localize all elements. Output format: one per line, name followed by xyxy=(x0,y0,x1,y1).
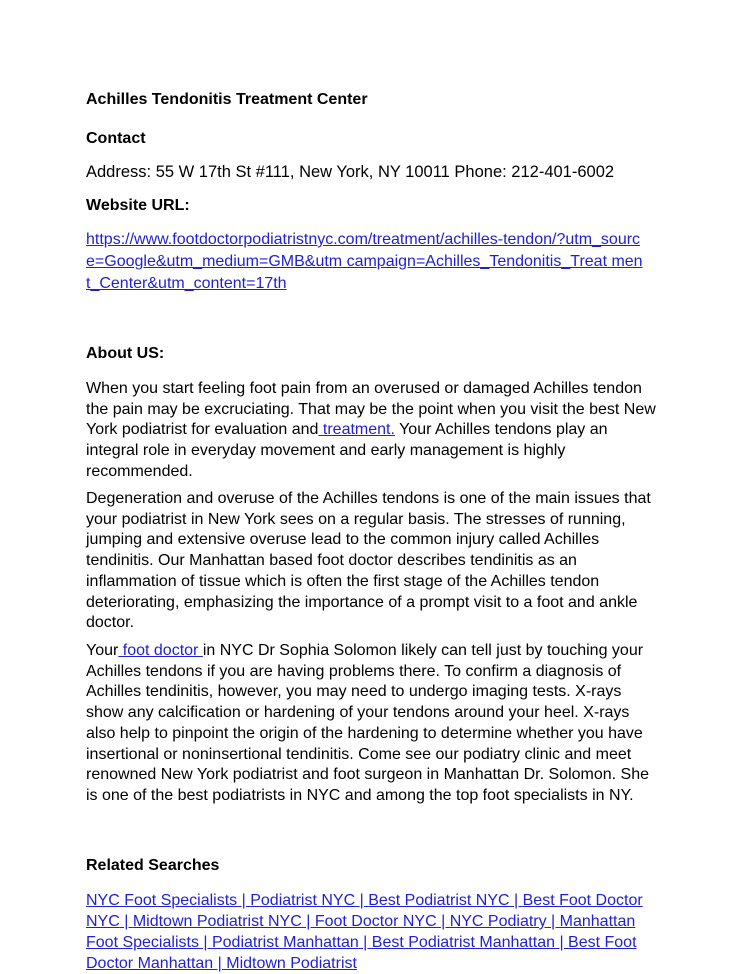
about-paragraph-3 xyxy=(86,641,656,807)
link-separator: | xyxy=(213,955,227,972)
link-separator: | xyxy=(436,913,450,930)
related-search-link[interactable]: Midtown Podiatrist NYC xyxy=(132,913,302,930)
link-separator: | xyxy=(555,934,569,951)
link-separator: | xyxy=(119,913,133,930)
website-heading: Website URL: xyxy=(86,197,190,214)
link-separator: | xyxy=(198,934,212,951)
document-title: Achilles Tendonitis Treatment Center xyxy=(86,91,368,108)
related-search-link[interactable]: Podiatrist NYC xyxy=(250,892,356,909)
contact-heading: Contact xyxy=(86,130,146,147)
website-url-link[interactable]: https://www.footdoctorpodiatristnyc.com/treatment/achilles-tendon/?utm_source=Google&utm_medium=GMB&utm campaign=Achilles_Tendonitis_Treat ment_Center&utm_content=17th xyxy=(86,231,643,292)
related-searches-heading: Related Searches xyxy=(86,857,220,874)
about-paragraph-2: Degeneration and overuse of the Achilles tendons is one of the main issues that your podiatrist in New York sees on a regular basis. The stresses of running, jumping and extensive overuse lead to the common injury called Achilles tendinitis. Our Manhattan based foot doctor describes tendinitis as an inflammation of tissue which is often the first stage of the Achilles tendon deteriorating, emphasizing the importance of a prompt visit to a foot and ankle doctor. xyxy=(86,490,651,632)
foot-doctor-link[interactable]: foot doctor xyxy=(118,642,203,659)
related-search-link[interactable]: Best Podiatrist Manhattan xyxy=(371,934,555,951)
paragraph-text: Your Achilles tendons play an integral role in everyday movement and early management is highly recommended. xyxy=(86,421,608,480)
link-separator: | xyxy=(358,934,372,951)
paragraph-text: Your xyxy=(86,642,119,659)
related-searches-links xyxy=(86,890,656,974)
related-search-link[interactable]: Podiatrist Manhattan xyxy=(211,934,359,951)
about-heading: About US: xyxy=(86,345,165,362)
link-separator: | xyxy=(546,913,560,930)
related-search-link[interactable]: Midtown Podiatrist xyxy=(226,955,357,972)
address-line: Address: 55 W 17th St #111, New York, NY 10011 Phone: 212-401-6002 xyxy=(86,163,615,181)
link-separator: | xyxy=(301,913,315,930)
related-search-link[interactable]: Best Podiatrist NYC xyxy=(368,892,510,909)
about-paragraph-1 xyxy=(86,379,656,483)
paragraph-text: in NYC Dr Sophia Solomon likely can tell just by touching your Achilles tendons if you are having problems there. To confirm a diagnosis of Achilles tendinitis, however, you may need to undergo imaging tests. X-rays show any calcification or hardening of your tendons around your heel. X-rays also help to pinpoint the origin of the hardening to determine whether you have insertional or noninsertional tendinitis. Come see our podiatry clinic and meet renowned New York podiatrist and foot surgeon in Manhattan Dr. Solomon. She is one of the best podiatrists in NYC and among the top foot specialists in NY. xyxy=(86,642,650,804)
related-search-link[interactable]: NYC Podiatry xyxy=(449,913,547,930)
related-search-link[interactable]: Manhattan Foot Specialists xyxy=(86,913,636,951)
treatment-link[interactable]: treatment. xyxy=(318,421,395,439)
link-separator: | xyxy=(355,892,369,909)
related-search-link[interactable]: Best Foot Doctor Manhattan xyxy=(86,934,637,972)
related-search-link[interactable]: NYC Foot Specialists xyxy=(86,892,238,909)
related-search-link[interactable]: Best Foot Doctor NYC xyxy=(86,892,643,930)
link-separator: | xyxy=(509,892,523,909)
link-separator: | xyxy=(237,892,251,909)
paragraph-text: When you start feeling foot pain from an overused or damaged Achilles tendon the pain may be excruciating. That may be the point when you visit the best New York podiatrist for evaluation and xyxy=(86,380,656,439)
related-search-link[interactable]: Foot Doctor NYC xyxy=(314,913,437,930)
